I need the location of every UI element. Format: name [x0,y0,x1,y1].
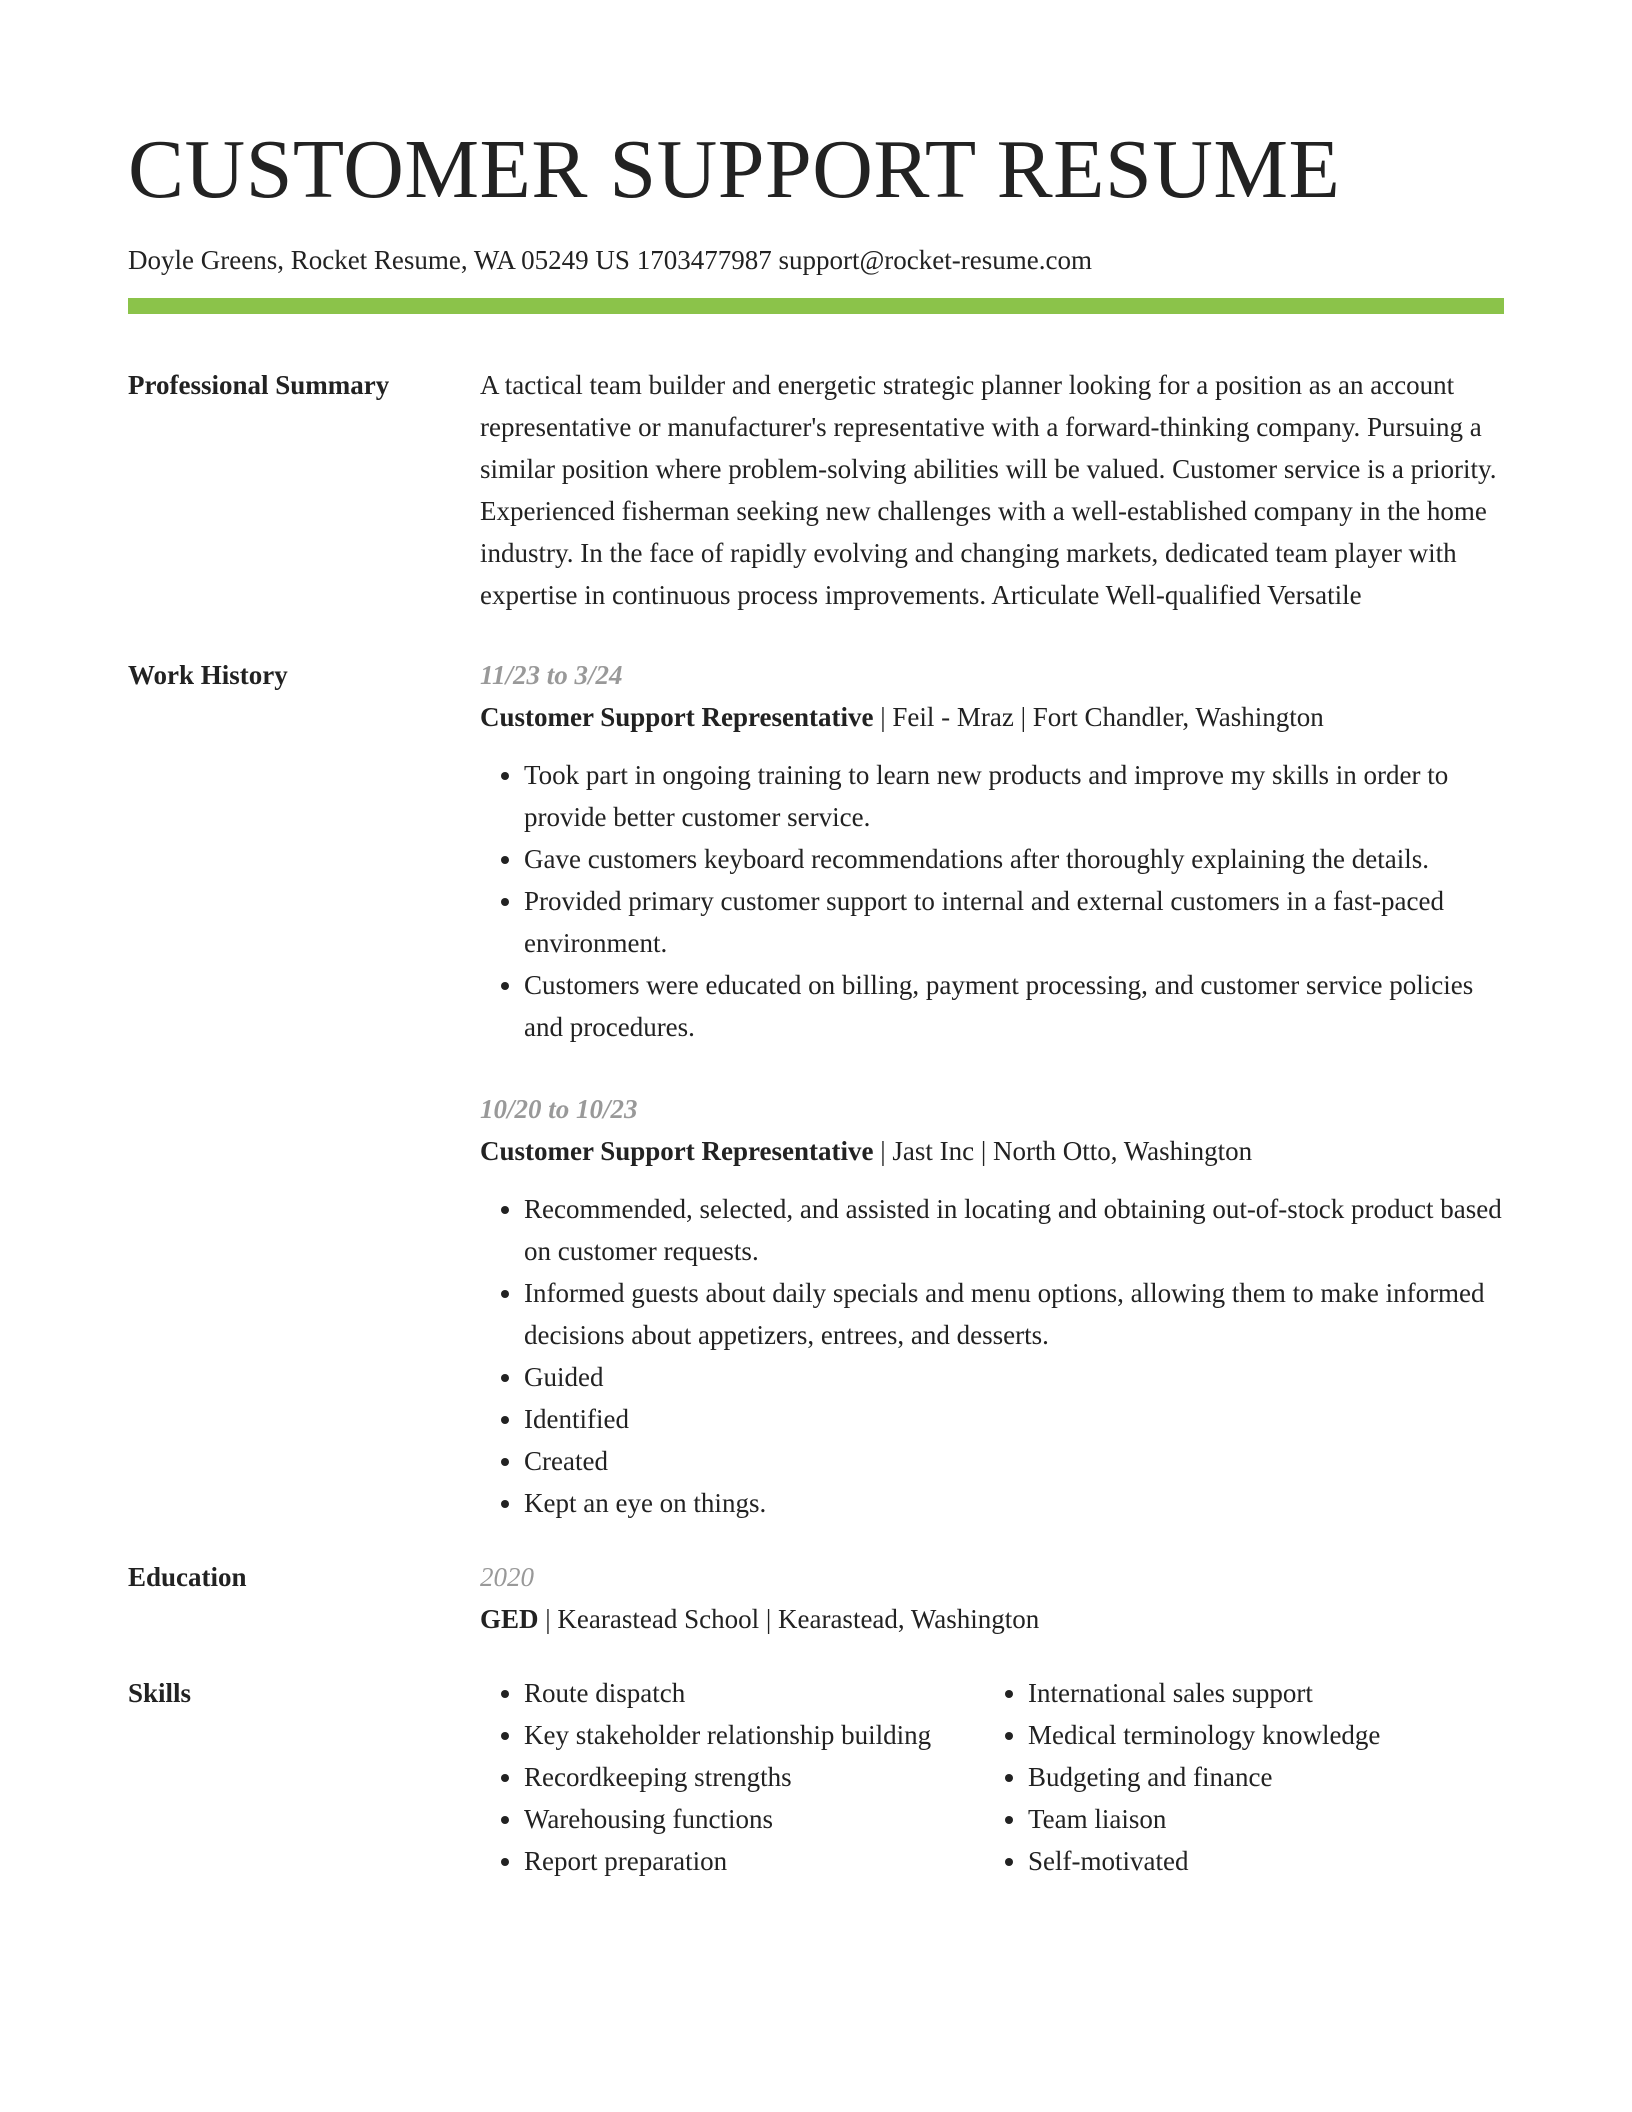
list-item: • Customers were educated on billing, payment processing, and customer service policies and procedures. [524,964,1504,1048]
job-dates: 10/20 to 10/23 [480,1094,638,1124]
skill-item: • Self-motivated [1028,1840,1504,1882]
job-heading [480,1130,1504,1172]
skill-item: • International sales support [1028,1672,1504,1714]
summary-text: A tactical team builder and energetic strategic planner looking for a position as an account representative or manufacturer's representative with a forward-thinking company. Pursuing a similar position where problem-solving abilities will be valued. Customer service is a priority. Experienced fisherman seeking new challenges with a well-established company in the home industry. In the face of rapidly evolving and changing markets, dedicated team player with expertise in continuous process improvements. Articulate Well-qualified Versatile [480,370,1497,610]
contact-line: Doyle Greens, Rocket Resume, WA 05249 US 1703477987 support@rocket-resume.com [128,245,1092,275]
resume-title: CUSTOMER SUPPORT RESUME [128,123,1341,216]
job-entry [480,654,1504,1048]
skill-item: • Budgeting and finance [1028,1756,1504,1798]
skill-item: • Report preparation [524,1840,984,1882]
accent-divider [128,298,1504,314]
job-title: Customer Support Representative [480,702,874,732]
job-title: Customer Support Representative [480,1136,874,1166]
skill-item: • Recordkeeping strengths [524,1756,984,1798]
education-degree: GED [480,1604,539,1634]
section-label-skills: Skills [128,1678,192,1708]
list-item: • Provided primary customer support to internal and external customers in a fast-paced environment. [524,880,1504,964]
job-heading [480,696,1504,738]
list-item: • Kept an eye on things. [524,1482,1504,1524]
list-item: • Informed guests about daily specials and menu options, allowing them to make informed decisions about appetizers, entrees, and desserts. [524,1272,1504,1356]
education-year: 2020 [480,1562,534,1592]
skills-grid [480,1672,1504,1882]
section-label-summary: Professional Summary [128,370,390,400]
skills-list [480,1672,984,1882]
skill-item: • Key stakeholder relationship building [524,1714,984,1756]
job-details: | Jast Inc | North Otto, Washington [873,1136,1253,1166]
education-content [480,1556,1504,1640]
work-history-section [128,654,1504,1524]
skill-item: • Medical terminology knowledge [1028,1714,1504,1756]
list-item: • Gave customers keyboard recommendations after thoroughly explaining the details. [524,838,1504,880]
job-entry [480,1088,1504,1524]
list-item: • Guided [524,1356,1504,1398]
skills-list [984,1672,1504,1882]
job-bullets [480,754,1504,1048]
skills-section [128,1672,1504,1882]
job-dates: 11/23 to 3/24 [480,660,623,690]
education-heading [480,1598,1504,1640]
skill-item: • Route dispatch [524,1672,984,1714]
list-item: • Took part in ongoing training to learn new products and improve my skills in order to provide better customer service. [524,754,1504,838]
list-item: • Identified [524,1398,1504,1440]
skills-column-1 [480,1672,984,1882]
resume-page [128,0,1504,1882]
section-label-education: Education [128,1562,247,1592]
skills-column-2 [984,1672,1504,1882]
section-label-work-history: Work History [128,660,288,690]
skill-item: • Warehousing functions [524,1798,984,1840]
summary-section [128,364,1504,616]
list-item: • Recommended, selected, and assisted in locating and obtaining out-of-stock product based on customer requests. [524,1188,1504,1272]
skill-item: • Team liaison [1028,1798,1504,1840]
education-details: | Kearastead School | Kearastead, Washington [538,1604,1040,1634]
work-history-content [480,654,1504,1524]
job-details: | Feil - Mraz | Fort Chandler, Washington [873,702,1324,732]
list-item: • Created [524,1440,1504,1482]
education-section [128,1556,1504,1640]
job-bullets [480,1188,1504,1524]
